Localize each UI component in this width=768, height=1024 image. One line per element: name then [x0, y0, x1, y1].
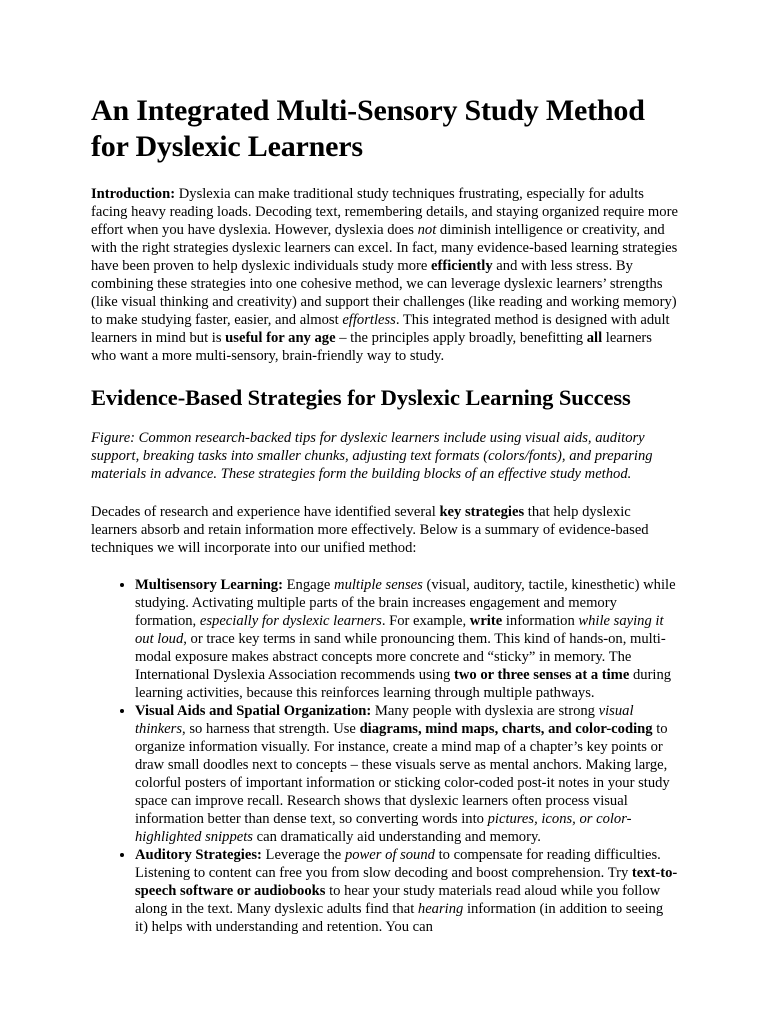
multi-text-a: Engage: [282, 577, 335, 593]
audio-text-e: to hear your study materials read aloud while you follow along in the text. Many dyslexic adults find that: [135, 883, 661, 917]
intro-text-5: – the principles apply broadly, benefitting: [335, 330, 587, 346]
visual-text-c: , so harness that strength. Use: [182, 721, 360, 737]
multi-text-d: especially for dyslexic learners: [199, 613, 382, 629]
figure-caption: Figure: Common research-backed tips for dyslexic learners include using visual aids, auditory support, breaking tasks into smaller chunks, adjusting text formats (colors/fonts), and preparing materials in advance. These strategies form the building blocks of an effective study method.: [91, 430, 653, 482]
multi-text-h: while saying it out loud: [135, 613, 664, 647]
audio-text-g: information (in addition to seeing it) helps with understanding and retention. You can: [135, 901, 664, 935]
multi-text-i: , or trace key terms in sand while pronouncing them. This kind of hands-on, multi-modal exposure makes abstract concepts more concrete and “sticky” in memory. The International Dyslexia Association recommends using: [135, 631, 666, 683]
section-text-2: that help dyslexic learners absorb and retain information more effectively. Below is a summary of evidence-based techniques we will incorporate into our unified method:: [91, 504, 649, 556]
list-item-multisensory: [135, 576, 678, 702]
audio-text-f: hearing: [417, 901, 464, 917]
intro-efficiently: efficiently: [431, 258, 493, 274]
intro-text-1: Dyslexia can make traditional study techniques frustrating, especially for adults facing heavy reading loads. Decoding text, remembering details, and staying organized require more effort when you have dyslexia. However, dyslexia does: [91, 186, 678, 238]
intro-text-3: and with less stress. By combining these strategies into one cohesive method, we can leverage dyslexic learners’ strengths (like visual thinking and creativity) and support their challenges (like reading and working memory) to make studying faster, easier, and almost: [91, 258, 677, 328]
list-item-visual-aids: [135, 702, 678, 846]
intro-label: Introduction:: [91, 186, 176, 202]
audio-text-a: Leverage the: [261, 847, 345, 863]
audio-text-c: to compensate for reading difficulties. Listening to content can free you from slow decoding and boost comprehension. Try: [135, 847, 661, 881]
visual-text-f: pictures, icons, or color-highlighted snippets: [135, 811, 632, 845]
section-text-1: Decades of research and experience have identified several: [91, 504, 440, 520]
strategy-list: [91, 576, 678, 936]
multi-text-f: write: [469, 613, 503, 629]
document-title: An Integrated Multi-Sensory Study Method for Dyslexic Learners: [91, 94, 645, 163]
audio-text-b: power of sound: [344, 847, 435, 863]
section-heading: Evidence-Based Strategies for Dyslexic Learning Success: [91, 385, 631, 410]
intro-all: all: [586, 330, 603, 346]
intro-paragraph: [91, 185, 678, 365]
intro-text-6: learners who want a more multi-sensory, brain-friendly way to study.: [91, 330, 652, 364]
intro-not: not: [417, 222, 437, 238]
multi-text-e: . For example,: [381, 613, 470, 629]
list-item-auditory: [135, 846, 678, 936]
visual-text-g: can dramatically aid understanding and memory.: [252, 829, 541, 845]
multi-text-g: information: [502, 613, 579, 629]
visual-text-d: diagrams, mind maps, charts, and color-coding: [359, 721, 653, 737]
visual-text-b: visual thinkers: [135, 703, 634, 737]
visual-text-a: Many people with dyslexia are strong: [371, 703, 599, 719]
multi-text-j: two or three senses at a time: [453, 667, 630, 683]
multi-text-c: (visual, auditory, tactile, kinesthetic) while studying. Activating multiple parts of the brain increases engagement and memory formation,: [135, 577, 676, 629]
multisensory-label: Multisensory Learning:: [135, 577, 283, 593]
intro-text-4: . This integrated method is designed with adult learners in mind but is: [91, 312, 670, 346]
auditory-label: Auditory Strategies:: [135, 847, 262, 863]
visual-label: Visual Aids and Spatial Organization:: [135, 703, 372, 719]
intro-text-2: diminish intelligence or creativity, and with the right strategies dyslexic learners can excel. In fact, many evidence-based learning strategies have been proven to help dyslexic individuals study more: [91, 222, 678, 274]
audio-text-d: text-to-speech software or audiobooks: [135, 865, 678, 899]
visual-text-e: to organize information visually. For instance, create a mind map of a chapter’s key points or draw small doodles next to concepts – these visuals serve as mental anchors. Making large, colorful posters of important information or sticking color-coded post-it notes in your study space can improve recall. Research shows that dyslexic learners often process visual information better than dense text, so converting words into: [135, 721, 670, 827]
section-paragraph: [91, 503, 678, 557]
section-key-strategies: key strategies: [439, 504, 525, 520]
intro-effortless: effortless: [342, 312, 396, 328]
multi-text-k: during learning activities, because this reinforces learning through multiple pathways.: [135, 667, 672, 701]
intro-useful: useful for any age: [225, 330, 336, 346]
multi-text-b: multiple senses: [334, 577, 423, 593]
